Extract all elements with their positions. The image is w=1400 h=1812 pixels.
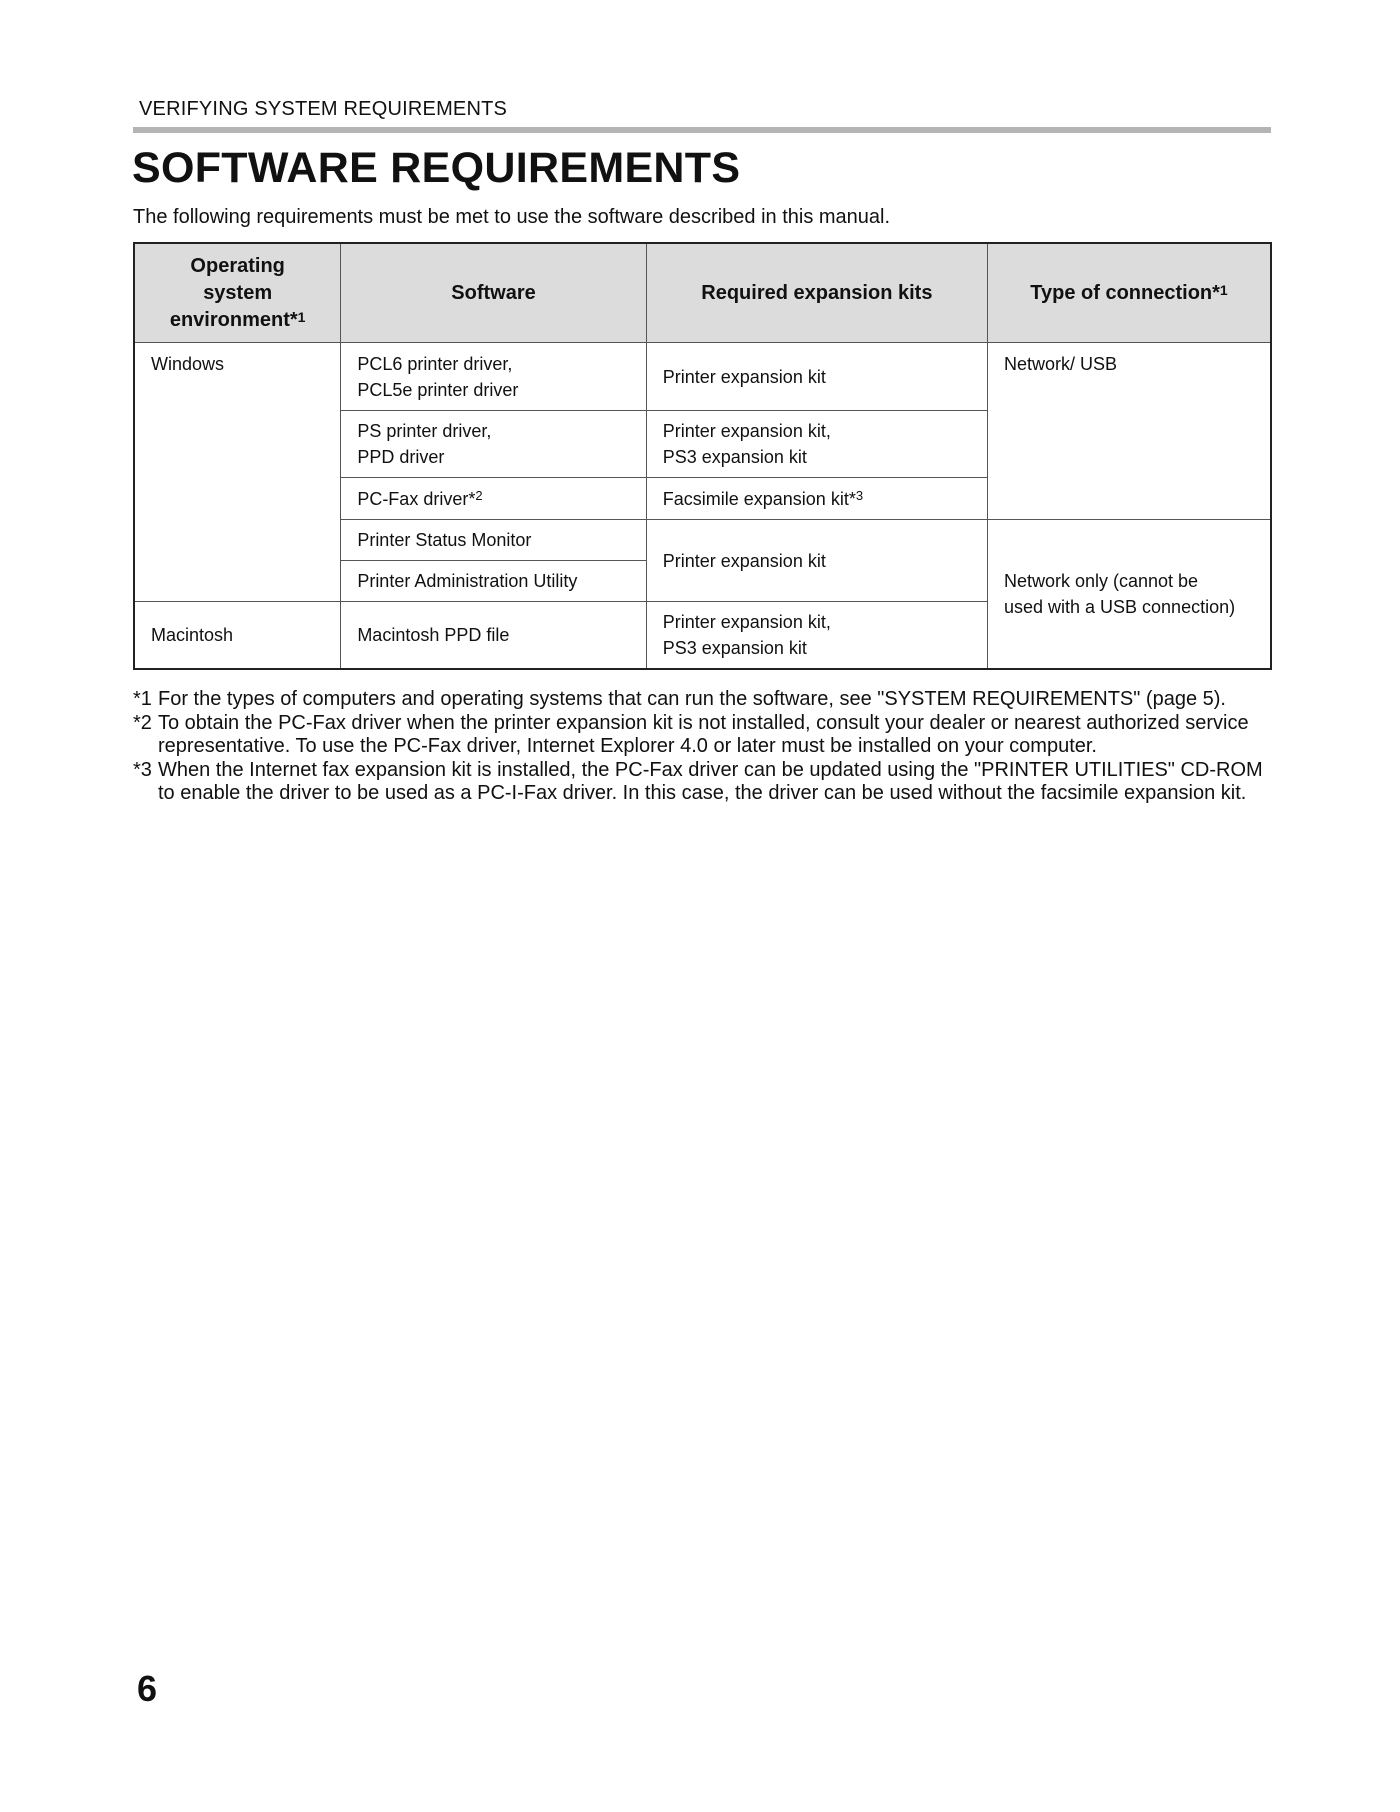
cell-kit: Printer expansion kit, PS3 expansion kit [646,411,987,478]
footnote-text: For the types of computers and operating systems that can run the software, see "SYSTEM REQUIREMENTS" (page 5). [158,688,1226,710]
footnote-mark: *3 [133,758,152,781]
footnotes [133,688,1283,806]
table-header-row [134,243,1271,343]
cell-software: Macintosh PPD file [341,602,646,669]
footnote [133,712,1283,759]
footnote-text: When the Internet fax expansion kit is installed, the PC-Fax driver can be updated using the "PRINTER UTILITIES" CD-ROM to enable the driver to be used as a PC-I-Fax driver. In this case, the driver can be used without the facsimile expansion kit. [158,758,1263,804]
footnote-mark: *1 [133,688,152,710]
cell-kit: Printer expansion kit [646,520,987,602]
header-software: Software [341,243,646,343]
cell-connection-network-usb: Network/ USB [987,343,1271,520]
software-requirements-table [133,242,1272,670]
intro-text: The following requirements must be met to use the software described in this manual. [133,206,891,228]
page-number: 6 [137,1668,158,1709]
table-row [134,343,1271,411]
cell-software: Printer Status Monitor [341,520,646,561]
cell-kit: Facsimile expansion kit*$^3$ [646,478,987,520]
footnote [133,688,1283,712]
cell-software: Printer Administration Utility [341,561,646,602]
cell-software: PC-Fax driver*$^2$ [341,478,646,520]
cell-os-macintosh: Macintosh [134,602,341,669]
header-os: Operating system environment*$^1$ [134,243,341,343]
header-rule [133,127,1271,133]
cell-software: PCL6 printer driver, PCL5e printer driver [341,343,646,411]
cell-kit: Printer expansion kit, PS3 expansion kit [646,602,987,669]
section-label: VERIFYING SYSTEM REQUIREMENTS [139,98,508,120]
header-kits: Required expansion kits [646,243,987,343]
footnote-text: To obtain the PC-Fax driver when the printer expansion kit is not installed, consult your dealer or nearest authorized service representative. To use the PC-Fax driver, Internet Explorer 4.0 or later must be installed on your computer. [158,711,1249,757]
cell-os-windows: Windows [134,343,341,602]
footnote [133,759,1283,806]
page-title: SOFTWARE REQUIREMENTS [132,144,741,192]
cell-connection-network-only: Network only (cannot be used with a USB connection) [987,520,1271,669]
cell-software: PS printer driver, PPD driver [341,411,646,478]
footnote-mark: *2 [133,711,152,734]
cell-kit: Printer expansion kit [646,343,987,411]
header-connection: Type of connection*$^1$ [987,243,1271,343]
